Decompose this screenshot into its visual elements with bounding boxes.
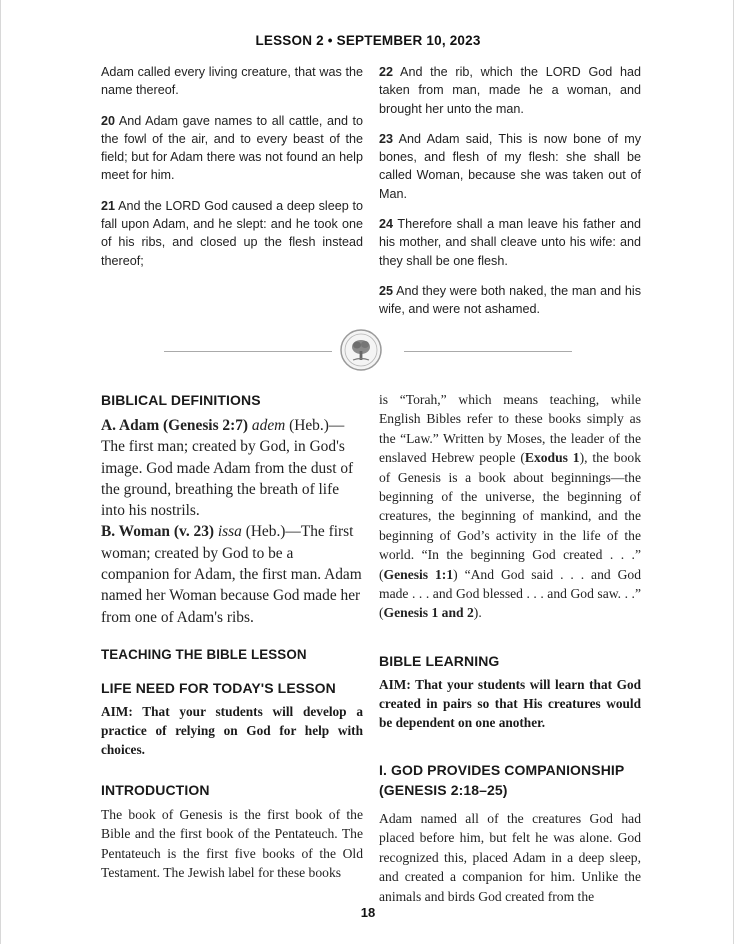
left-lower-column (101, 392, 363, 883)
page-number: 18 (360, 905, 376, 920)
verse-continuation: Adam called every living creature, that was the name thereof. (101, 65, 363, 98)
verse-25: 25 And they were both naked, the man and his wife, and were not ashamed. (379, 283, 641, 317)
verse-number: 22 (379, 65, 394, 79)
verse-21: 21 And the LORD God caused a deep sleep to fall upon Adam, and he slept: and he took one of his ribs, and closed up the flesh instead thereof; (101, 198, 363, 268)
bible-learning-heading: BIBLE LEARNING (379, 652, 500, 669)
definition-term: A. Adam (Genesis 2:7) (101, 417, 249, 434)
right-lower-column (379, 390, 641, 906)
scripture-right-column (379, 63, 641, 331)
biblical-definitions-heading: BIBLICAL DEFINITIONS (101, 392, 261, 408)
verse-number: 21 (101, 198, 116, 213)
verse-number: 23 (379, 131, 394, 146)
verse-22: 22 And the rib, which the LORD God had taken from man, made he a woman, and brought her unto the man. (379, 65, 641, 116)
divider-left (164, 351, 332, 352)
intro-continuation: is “Torah,” which means teaching, while English Bibles refer to these books simply as the “Law.” Written by Moses, the leader of the enslaved Hebrew people (Exodus 1), the book of Genesis is a book about beginnings—the beginning of the universe, the beginning of creatures, the beginning of mankind, and the beginning of God’s activity in the life of the world. “In the beginning God created . . .” (Genesis 1:1) “And God said . . . and God made . . . and God blessed . . . and God saw. . .” (Genesis 1 and 2). (379, 392, 642, 621)
definition-woman: B. Woman (v. 23) issa (Heb.)—The first woman; created by God to be a companion for Adam, the first man. Adam named her Woman because God made her from one of Adam's ribs. (101, 523, 362, 626)
bible-learning-aim: AIM: That your students will learn that God created in pairs so that His creatures would be dependent on one another. (379, 676, 641, 730)
introduction-text: The book of Genesis is the first book of the Bible and the first book of the Pentateuch. The Pentateuch is the first five books of the Old Testament. The Jewish label for these books (101, 806, 363, 881)
introduction-heading: INTRODUCTION (101, 781, 210, 798)
verse-number: 24 (379, 217, 394, 232)
verse-23: 23 And Adam said, This is now bone of my bones, and flesh of my flesh: she shall be called Woman, because she was taken out of Man. (379, 131, 641, 201)
tree-seal-icon (339, 327, 383, 373)
verse-number: 25 (379, 283, 394, 298)
page-header: LESSON 2 • SEPTEMBER 10, 2023 (255, 33, 481, 48)
scripture-left-column (101, 63, 363, 282)
divider-right (404, 351, 572, 352)
verse-24: 24 Therefore shall a man leave his father and his mother, and shall cleave unto his wife: and they shall be one flesh. (379, 217, 641, 268)
section-1-heading: I. GOD PROVIDES COMPANIONSHIP (GENESIS 2:18–25) (379, 761, 625, 798)
verse-20: 20 And Adam gave names to all cattle, and to the fowl of the air, and to every beast of the field; but for Adam there was not found an help meet for him. (101, 113, 363, 183)
teaching-heading: TEACHING THE BIBLE LESSON (101, 646, 307, 662)
definition-adam: A. Adam (Genesis 2:7) adem (Heb.)—The first man; created by God, in God's image. God made Adam from the dust of the ground, breathing the breath of life into his nostrils. (101, 417, 354, 520)
verse-number: 20 (101, 113, 116, 128)
section-1-text: Adam named all of the creatures God had placed before him, but felt he was alone. God recognized this, placed Adam in a deep sleep, and created a companion for him. Unlike the animals and birds God created from the (379, 810, 641, 904)
definition-term: B. Woman (v. 23) (101, 523, 215, 541)
life-need-heading: LIFE NEED FOR TODAY'S LESSON (101, 679, 336, 696)
life-need-aim: AIM: That your students will develop a practice of relying on God for help with choices. (101, 703, 363, 757)
